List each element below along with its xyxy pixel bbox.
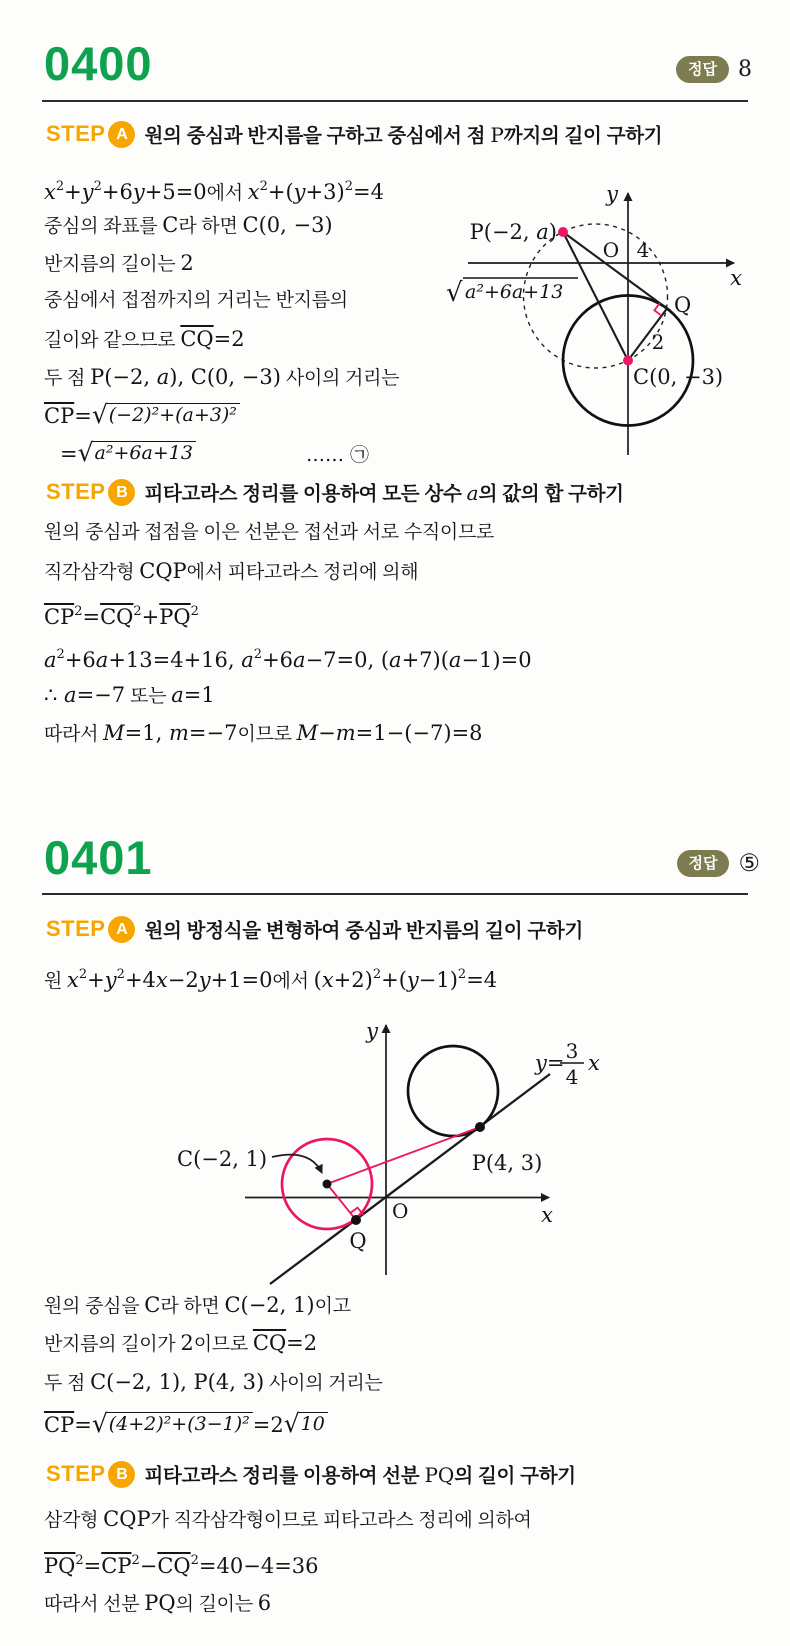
- segment-cp: [327, 1127, 480, 1184]
- line-eq-pre: y=: [535, 1051, 565, 1075]
- step-title: 피타고라스 정리를 이용하여 선분 PQ의 길이 구하기: [144, 1463, 576, 1487]
- x-axis-label: x: [541, 1203, 553, 1227]
- step-label: STEP: [46, 479, 106, 504]
- point-c-dot: [623, 356, 633, 366]
- step-label: STEP: [46, 1461, 106, 1486]
- point-c-dot: [323, 1180, 332, 1189]
- answer-row-0400: [676, 56, 752, 83]
- step-label: STEP: [46, 916, 106, 941]
- step-a-body-0401: [44, 1286, 750, 1446]
- step-a-body-0400: [44, 168, 470, 472]
- math-line: 중심의 좌표를 C라 하면 C(0, −3): [44, 213, 333, 237]
- divider: [42, 100, 748, 102]
- y-axis-label: y: [606, 182, 618, 206]
- divider: [42, 893, 748, 895]
- line-eq-denominator: 4: [565, 1065, 579, 1089]
- math-line: 원 $x^2+y^2+4x-2y+1=0$에서 $(x+2)^2+(y-1)^2=4$: [44, 967, 498, 992]
- center-label: C(0, −3): [633, 365, 724, 389]
- math-line: 삼각형 CQP가 직각삼각형이므로 피타고라스 정리에 의하여: [44, 1507, 532, 1531]
- origin-label: O: [602, 238, 620, 262]
- step-b-body-0400: [44, 514, 750, 752]
- math-line: 원의 중심과 접점을 이은 선분은 접선과 서로 수직이므로: [44, 522, 495, 543]
- point-p-dot: [475, 1122, 485, 1132]
- cp-length-label: a²+6a+13: [465, 281, 564, 303]
- answer-badge: 정답: [677, 850, 730, 877]
- math-line: 두 점 P(−2, a), C(0, −3) 사이의 거리는: [44, 365, 400, 389]
- answer-value: ⑤: [738, 849, 760, 877]
- line-eq-numerator: 3: [565, 1039, 579, 1063]
- step-title: 원의 방정식을 변형하여 중심과 반지름의 길이 구하기: [144, 920, 583, 942]
- math-line: 따라서 선분 PQ의 길이는 6: [44, 1591, 272, 1615]
- diagram-circle-line-0401: [148, 1000, 712, 1292]
- step-b-header-0401: [46, 1460, 576, 1488]
- problem-number-0401: 0401: [44, 831, 153, 884]
- point-p-label: P(−2, a): [469, 220, 557, 244]
- step-a-header-0400: [46, 120, 662, 148]
- math-line: $x^2+y^2+6y+5=0$에서 $x^2+(y+3)^2=4$: [44, 179, 384, 204]
- math-line: 두 점 C(−2, 1), P(4, 3) 사이의 거리는: [44, 1370, 383, 1394]
- point-p-label: P(4, 3): [471, 1151, 543, 1175]
- math-line: 중심에서 접점까지의 거리는 반지름의: [44, 290, 348, 311]
- math-line: $\overline{CP}=√(4+2)^2+(3-1)^2 =2√10$: [44, 1402, 750, 1446]
- math-line: 직각삼각형 CQP에서 피타고라스 정리에 의해: [44, 559, 419, 583]
- math-line: $\overline{PQ}^2=\overline{CP}^2-\overline{CQ}^2=40-4=36$: [44, 1553, 319, 1578]
- radius-label: 2: [651, 330, 665, 354]
- line-equation-label: [534, 1039, 600, 1089]
- segment-cq: [327, 1184, 356, 1220]
- line-eq-variable: x: [588, 1051, 600, 1075]
- center-label-arrow: [272, 1155, 322, 1173]
- step-title: 원의 중심과 반지름을 구하고 중심에서 점 P까지의 길이 구하기: [144, 123, 663, 147]
- cp-length-radical-sign: √: [446, 278, 463, 308]
- equation-line-0401: [44, 956, 750, 994]
- step-b-header-0400: [46, 478, 624, 506]
- circle-tangent-at-p: [408, 1046, 498, 1136]
- step-b-badge-icon: B: [108, 1461, 135, 1488]
- tangent-length-label: 4: [636, 238, 650, 262]
- math-line: =√a²+6a+13 …… ㉠: [60, 438, 369, 467]
- step-title: 피타고라스 정리를 이용하여 모든 상수 a의 값의 합 구하기: [144, 481, 624, 505]
- math-line: ∴ a=−7 또는 a=1: [44, 683, 215, 707]
- math-line: $\overline{CP}=√(-2)^2+(a+3)^2$: [44, 396, 470, 434]
- math-line: 반지름의 길이가 2이므로 $\overline{CQ}=2$: [44, 1331, 318, 1355]
- point-q-dot: [351, 1215, 361, 1225]
- center-label: C(−2, 1): [177, 1147, 268, 1171]
- math-line: 원의 중심을 C라 하면 C(−2, 1)이고: [44, 1293, 351, 1317]
- answer-value: 8: [738, 57, 752, 82]
- step-a-header-0401: [46, 915, 583, 943]
- right-angle-mark: [350, 1208, 363, 1215]
- x-axis-label: x: [730, 266, 742, 290]
- step-a-badge-icon: A: [108, 121, 135, 148]
- step-b-badge-icon: B: [108, 479, 135, 506]
- answer-row-0401: [677, 849, 761, 877]
- math-line: $a^2+6a+13=4+16$, $a^2+6a-7=0$, (a+7)(a−1)=0: [44, 647, 532, 672]
- point-q-label: Q: [674, 293, 692, 317]
- point-q-label: Q: [349, 1229, 367, 1253]
- point-p-dot: [558, 227, 568, 237]
- step-a-badge-icon: A: [108, 916, 135, 943]
- step-b-body-0401: [44, 1500, 750, 1622]
- origin-label: O: [392, 1199, 409, 1223]
- math-line: 반지름의 길이는 2: [44, 251, 194, 275]
- step-label: STEP: [46, 121, 106, 146]
- math-line: $\overline{CP}^2=\overline{CQ}^2+\overline{PQ}^2$: [44, 604, 199, 629]
- math-line: 길이와 같으므로 $\overline{CQ}=2$: [44, 327, 245, 351]
- problem-number-0400: 0400: [44, 37, 153, 90]
- y-axis-label: y: [366, 1019, 378, 1043]
- answer-badge: 정답: [676, 56, 729, 83]
- diagram-circle-tangent-0400: [428, 163, 790, 465]
- math-line: 따라서 M=1, m=−7이므로 M−m=1−(−7)=8: [44, 721, 483, 745]
